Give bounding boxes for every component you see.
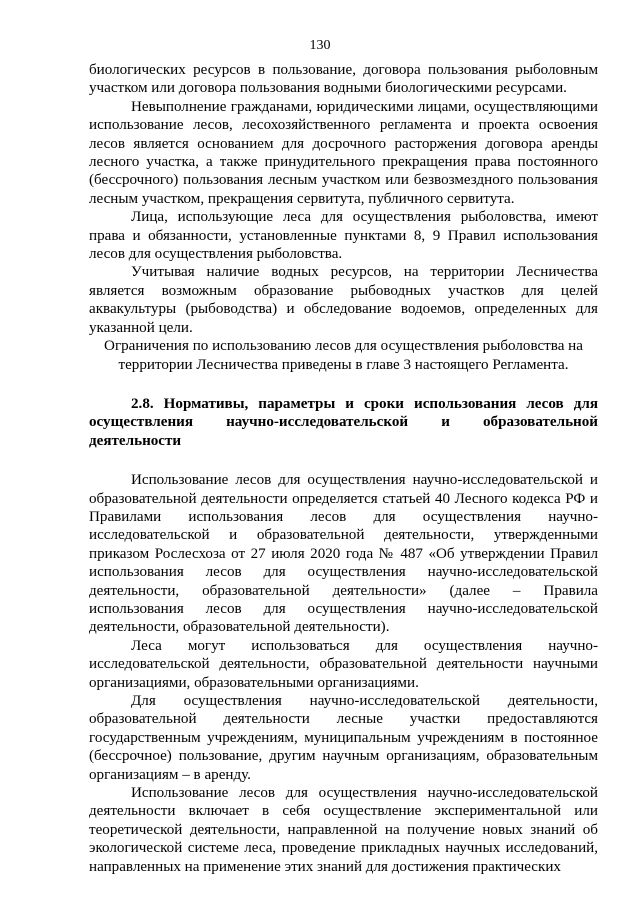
section-heading: 2.8. Нормативы, параметры и сроки использования лесов для осуществления научно-исследовательской и образовательной деятельности — [89, 395, 598, 449]
paragraph: Учитывая наличие водных ресурсов, на территории Лесничества является возможным образование рыбоводных участков для целей аквакультуры (рыбоводства) и обследование водоемов, определенных для указанной цели. — [89, 264, 598, 336]
centered-note: Ограничения по использованию лесов для осуществления рыболовства на территории Лесничества приведены в главе 3 настоящего Регламента. — [104, 338, 583, 373]
page-number: 130 — [309, 38, 331, 53]
paragraph: биологических ресурсов в пользование, договора пользования рыболовным участком или договора пользования водными биологическими ресурсами. — [89, 62, 598, 97]
paragraph: Леса могут использоваться для осуществления научно-исследовательской деятельности, образовательной деятельности научными организациями, образовательными организациями. — [89, 637, 598, 691]
paragraph: Невыполнение гражданами, юридическими лицами, осуществляющими использование лесов, лесохозяйственного регламента и проекта освоения лесов является основанием для досрочного расторжения договора аренды лесного участка, а также принудительного прекращения права постоянного (бессрочного) пользования лесным участком или безвозмездного пользования лесным участком, прекращения сервитута, публичного сервитута. — [89, 98, 598, 207]
paragraph: Лица, использующие леса для осуществления рыболовства, имеют права и обязанности, установленные пунктами 8, 9 Правил использования лесов для осуществления рыболовства. — [89, 209, 598, 263]
paragraph: Для осуществления научно-исследовательской деятельности, образовательной деятельности лесные участки предоставляются государственным учреждениям, муниципальным учреждениям в постоянное (бессрочное) пользование, другим научным организациям, образовательным организациям – в аренду. — [89, 693, 598, 783]
paragraph: Использование лесов для осуществления научно-исследовательской и образовательной деятельности определяется статьей 40 Лесного кодекса РФ и Правилами использования лесов для осуществления научно-исследовательской и образовательной деятельности, утвержденными приказом Рослесхоза от 27 июля 2020 года № 487 «Об утверждении Правил использования лесов для осуществления научно-исследовательской деятельности, образовательной деятельности» (далее – Правила использования лесов для осуществления научно-исследовательской деятельности, образовательной деятельности). — [89, 472, 598, 636]
document-body — [89, 61, 598, 876]
paragraph: Использование лесов для осуществления научно-исследовательской деятельности включает в себя осуществление экспериментальной или теоретической деятельности, направленной на получение новых знаний об экологической системе леса, проведение прикладных научных исследований, направленных на применение этих знаний для достижения практических — [89, 785, 598, 875]
